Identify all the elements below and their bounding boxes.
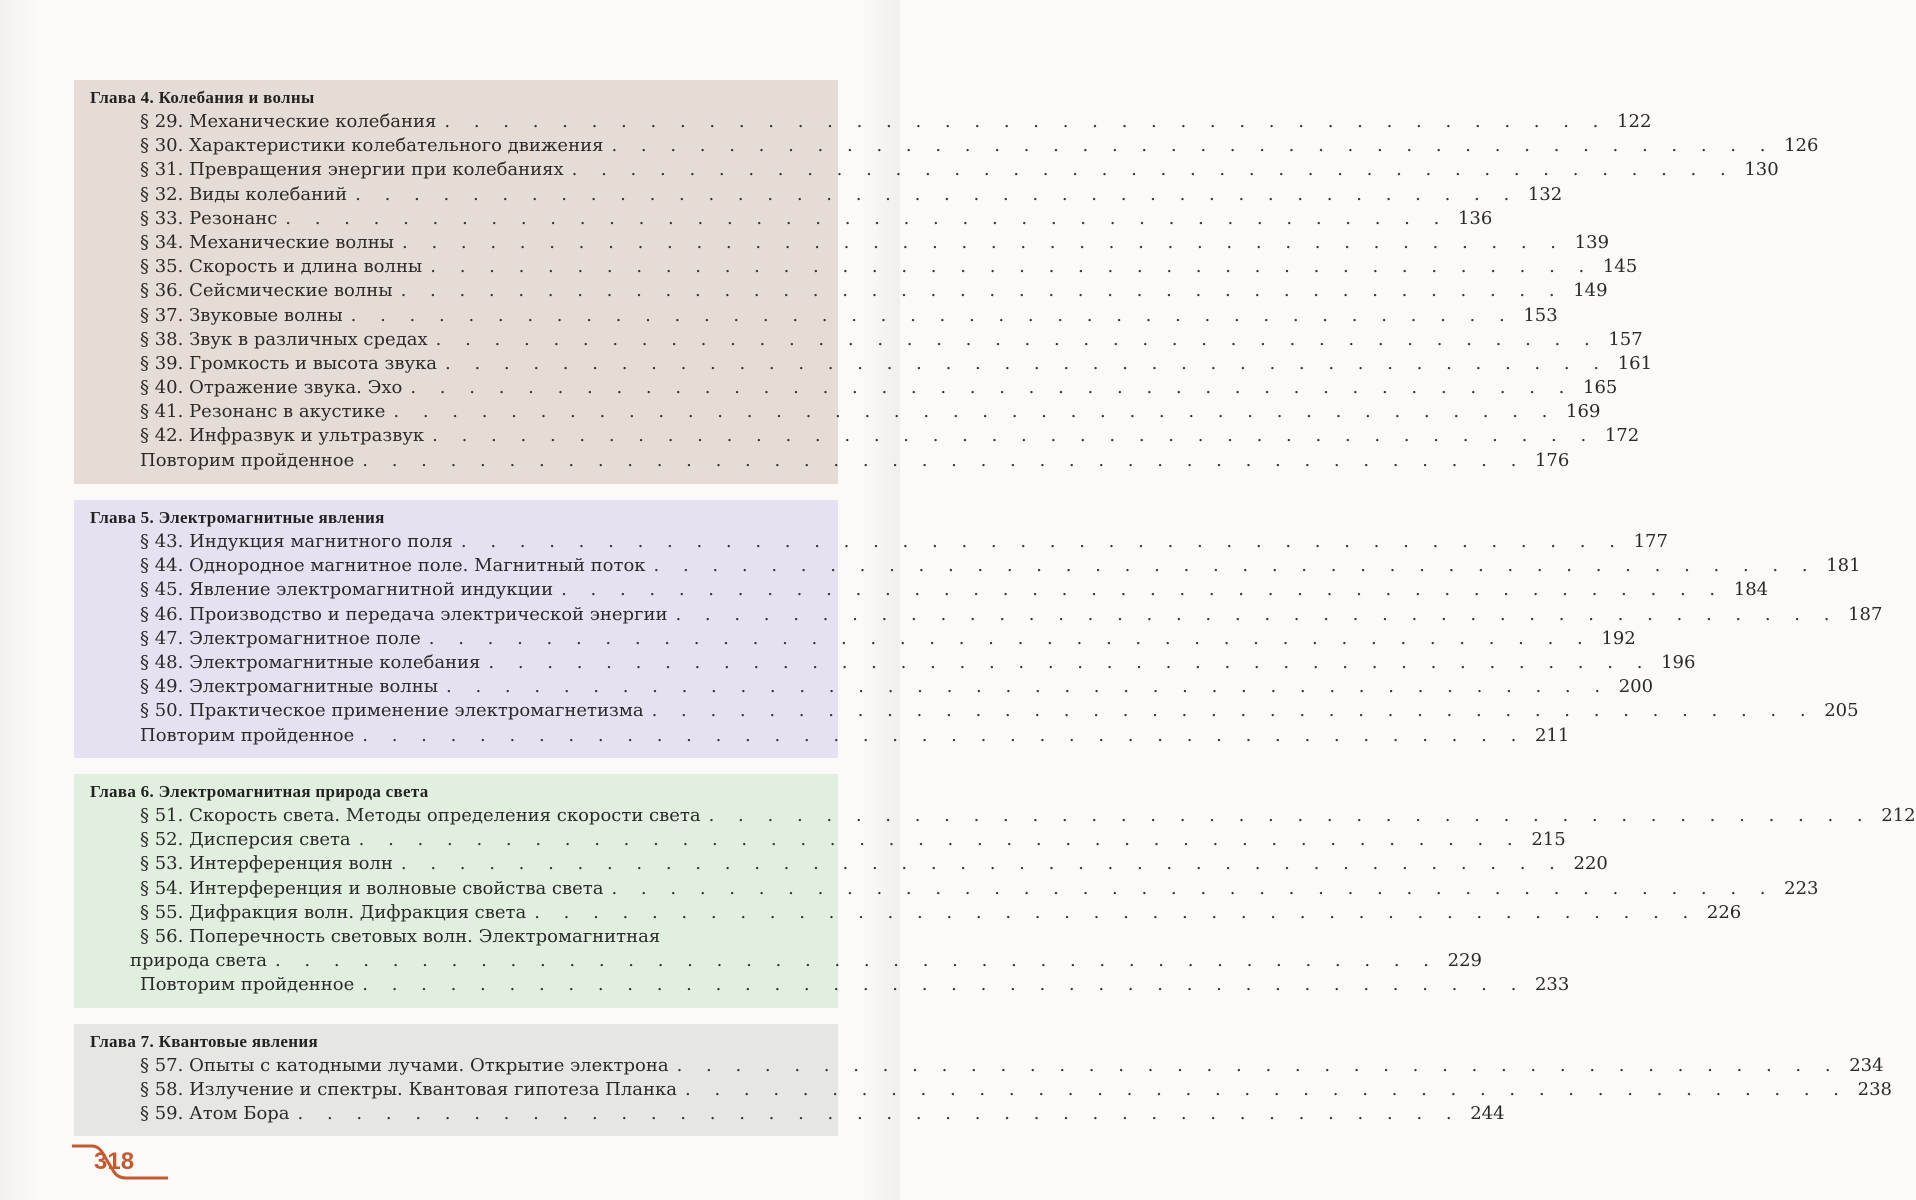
toc-entry-title: § 33. Резонанс: [140, 207, 278, 229]
toc-entry: [74, 804, 1916, 828]
toc-entry-page: 149: [1573, 280, 1608, 302]
toc-entry: [74, 449, 1570, 473]
toc-entry: [74, 651, 1696, 675]
toc-entry-page: 192: [1601, 627, 1636, 649]
dot-leader: . . . . . . . . . . . . . . . . . . . . . . . . . . . . . . . . . . . . . . . .: [653, 555, 1817, 577]
dot-leader: . . . . . . . . . . . . . . . . . . . . . . . . . . . . . . . . . . . . . . . .: [561, 579, 1725, 601]
toc-entry: [74, 304, 1558, 328]
toc-entry-title: § 57. Опыты с катодными лучами. Открытие электрона: [140, 1055, 669, 1076]
dot-leader: . . . . . . . . . . . . . . . . . . . . . . . . . . . . . . . . . . . . . . . .: [611, 877, 1775, 899]
dot-leader: . . . . . . . . . . . . . . . . . . . . . . . . . . . . . . . . . . . . . . . .: [410, 377, 1574, 399]
dot-leader: . . . . . . . . . . . . . . . . . . . . . . . . . . . . . . . . . . . . . . . .: [611, 135, 1775, 157]
toc-entry: [74, 328, 1643, 352]
toc-entry-page: 244: [1470, 1103, 1505, 1125]
dot-leader: . . . . . . . . . . . . . . . . . . . . . . . . . . . . . . . . . . . . . . . .: [362, 449, 1526, 471]
toc-entry: [74, 352, 1653, 376]
toc-entry: [74, 627, 1636, 651]
toc-entry-title: § 58. Излучение и спектры. Квантовая гипотеза Планка: [140, 1079, 677, 1101]
toc-entry: [74, 424, 1640, 448]
toc-entry: [74, 110, 1652, 134]
dot-leader: . . . . . . . . . . . . . . . . . . . . . . . . . . . . . . . . . . . . . . . .: [432, 425, 1596, 447]
toc-entry-title: § 54. Интерференция и волновые свойства света: [140, 877, 604, 899]
toc-entry-title: § 51. Скорость света. Методы определения скорости света: [140, 805, 701, 826]
toc-entry: [74, 1102, 1505, 1126]
toc-entry-title: природа света: [130, 950, 267, 972]
toc-entry-page: 145: [1602, 256, 1638, 278]
page-number: 318: [94, 1148, 135, 1175]
toc-entry: [74, 578, 1769, 602]
toc-entry: [74, 183, 1563, 207]
toc-entry-page: 157: [1608, 328, 1643, 350]
toc-entry-page: 172: [1604, 425, 1640, 447]
toc-entry-page: 132: [1527, 183, 1563, 205]
dot-leader: . . . . . . . . . . . . . . . . . . . . . . . . . . . . . . . . . . . . . . . .: [651, 700, 1815, 722]
toc-entry: [74, 925, 838, 949]
dot-leader: . . . . . . . . . . . . . . . . . . . . . . . . . . . . . . . . . . . . . . . .: [362, 724, 1526, 746]
toc-entry-title: § 37. Звуковые волны: [140, 304, 343, 326]
toc-entry-title: § 39. Громкость и высота звука: [140, 352, 438, 374]
dot-leader: . . . . . . . . . . . . . . . . . . . . . . . . . . . . . . . . . . . . . . . .: [445, 352, 1609, 374]
toc-entry-page: 220: [1573, 853, 1608, 875]
toc-entry: [74, 675, 1654, 699]
toc-entry: [74, 134, 1819, 158]
toc-entry: [74, 603, 1883, 627]
toc-entry-title: § 40. Отражение звука. Эхо: [140, 377, 403, 399]
toc-entry-page: 196: [1661, 651, 1696, 673]
toc-entry: [74, 376, 1618, 400]
toc-entry-title: Повторим пройденное: [140, 974, 355, 996]
toc-entry: [74, 1054, 1884, 1078]
toc-entry-page: 177: [1633, 531, 1668, 552]
toc-entry: [74, 1078, 1893, 1102]
chapter-5-block: [74, 500, 1883, 758]
toc-entry: [74, 973, 1570, 997]
toc-entry-title: § 44. Однородное магнитное поле. Магнитный поток: [140, 555, 646, 577]
dot-leader: . . . . . . . . . . . . . . . . . . . . . . . . . . . . . . . . . . . . . . . .: [676, 1055, 1840, 1076]
dot-leader: . . . . . . . . . . . . . . . . . . . . . . . . . . . . . . . . . . . . . . . .: [274, 950, 1438, 972]
toc-entry: [74, 530, 1668, 554]
toc-entry-title: § 29. Механические колебания: [140, 111, 437, 132]
dot-leader: . . . . . . . . . . . . . . . . . . . . . . . . . . . . . . . . . . . . . . . .: [444, 111, 1608, 132]
toc-entry: [74, 231, 1610, 255]
toc-entry-page: 233: [1534, 974, 1570, 996]
dot-leader: . . . . . . . . . . . . . . . . . . . . . . . . . . . . . . . . . . . . . . . .: [488, 651, 1652, 673]
toc-entry: [74, 255, 1638, 279]
toc-entry-page: 212: [1881, 805, 1916, 826]
toc-entry: [74, 158, 1779, 182]
dot-leader: . . . . . . . . . . . . . . . . . . . . . . . . . . . . . . . . . . . . . . . .: [400, 280, 1564, 302]
toc-entry-page: 184: [1733, 579, 1769, 601]
dot-leader: . . . . . . . . . . . . . . . . . . . . . . . . . . . . . . . . . . . . . . . .: [460, 531, 1624, 552]
toc-entry-page: 234: [1849, 1055, 1884, 1076]
toc-entry-title: § 34. Механические волны: [140, 231, 395, 253]
toc-entry-page: 122: [1617, 111, 1652, 132]
toc-entry-title: § 56. Поперечность световых волн. Электромагнитная: [140, 925, 661, 947]
dot-leader: . . . . . . . . . . . . . . . . . . . . . . . . . . . . . . . . . . . . . . . .: [446, 676, 1610, 698]
toc-entry-page: 130: [1744, 159, 1779, 181]
toc-entry: [74, 901, 1742, 925]
dot-leader: . . . . . . . . . . . . . . . . . . . . . . . . . . . . . . . . . . . . . . . .: [393, 401, 1557, 423]
toc-entry-page: 181: [1826, 555, 1861, 577]
dot-leader: . . . . . . . . . . . . . . . . . . . . . . . . . . . . . . . . . . . . . . . .: [708, 805, 1872, 826]
toc-entry-title: § 55. Дифракция волн. Дифракция света: [140, 901, 527, 923]
toc-entry-title: § 36. Сейсмические волны: [140, 280, 393, 302]
toc-entry-title: Повторим пройденное: [140, 724, 355, 746]
dot-leader: . . . . . . . . . . . . . . . . . . . . . . . . . . . . . . . . . . . . . . . .: [358, 829, 1522, 851]
chapter-4-block: [74, 80, 1819, 484]
dot-leader: . . . . . . . . . . . . . . . . . . . . . . . . . . . . . . . . . . . . . . . .: [297, 1103, 1461, 1125]
toc-entry-title: § 52. Дисперсия света: [140, 829, 351, 851]
chapter-7-block: [74, 1024, 1893, 1136]
toc-entry: [74, 207, 1493, 231]
chapter-title: Глава 4. Колебания и волны: [90, 88, 315, 107]
toc-entry-page: 176: [1534, 449, 1570, 471]
toc-entry-page: 238: [1857, 1079, 1893, 1101]
toc-entry-page: 126: [1784, 135, 1819, 157]
toc-entry-title: § 32. Виды колебаний: [140, 183, 348, 205]
toc-entry-page: 153: [1523, 304, 1558, 326]
toc-entry-title: Повторим пройденное: [140, 449, 355, 471]
toc-entry-title: § 31. Превращения энергии при колебаниях: [140, 159, 564, 181]
chapter-6-block: [74, 774, 1916, 1008]
toc-entry: [74, 554, 1861, 578]
toc-entry-page: 136: [1457, 207, 1493, 229]
toc-entry-page: 223: [1784, 877, 1819, 899]
toc-entry-page: 169: [1566, 401, 1601, 423]
toc-entry: [74, 699, 1859, 723]
toc-entry-title: § 45. Явление электромагнитной индукции: [140, 579, 554, 601]
toc-entry-page: 187: [1848, 603, 1883, 625]
toc-entry-page: 211: [1534, 724, 1570, 746]
chapter-title: Глава 5. Электромагнитные явления: [90, 508, 385, 527]
dot-leader: . . . . . . . . . . . . . . . . . . . . . . . . . . . . . . . . . . . . . . . .: [355, 183, 1519, 205]
toc-entry-title: § 38. Звук в различных средах: [140, 328, 428, 350]
toc-entry-title: § 41. Резонанс в акустике: [140, 401, 386, 423]
toc-entry: [74, 279, 1608, 303]
dot-leader: . . . . . . . . . . . . . . . . . . . . . . . . . . . . . . . . . . . . . . . .: [402, 231, 1566, 253]
toc-entry-title: § 47. Электромагнитное поле: [140, 627, 421, 649]
toc-entry: [74, 828, 1566, 852]
dot-leader: . . . . . . . . . . . . . . . . . . . . . . . . . . . . . . . . . . . . . . . .: [350, 304, 1514, 326]
toc-entry-title: § 42. Инфразвук и ультразвук: [140, 425, 425, 447]
dot-leader: . . . . . . . . . . . . . . . . . . . . . . . . . . . . . . . . . . . . . . . .: [571, 159, 1735, 181]
dot-leader: . . . . . . . . . . . . . . . . . . . . . . . . . . . . . . . . . . . . . . . .: [362, 974, 1526, 996]
dot-leader: . . . . . . . . . . . . . . . . . . . . . . . . . . . . . . . . . . . . . . . .: [675, 603, 1839, 625]
toc-entry-page: 165: [1583, 377, 1618, 399]
toc-entry: [74, 852, 1608, 876]
chapter-title: Глава 7. Квантовые явления: [90, 1032, 318, 1051]
toc-entry-title: § 48. Электромагнитные колебания: [140, 651, 481, 673]
toc-entry-title: § 50. Практическое применение электромагнетизма: [140, 700, 644, 722]
toc-entry: [74, 877, 1819, 901]
toc-entry-page: 200: [1618, 676, 1654, 698]
dot-leader: . . . . . . . . . . . . . . . . . . . . . . . . . . . . . . . . . . . . . . . .: [534, 901, 1698, 923]
toc-entry-title: § 35. Скорость и длина волны: [140, 256, 423, 278]
toc-entry-title: § 43. Индукция магнитного поля: [140, 531, 453, 552]
toc-entry-page: 226: [1706, 901, 1742, 923]
toc-entry-page: 215: [1531, 829, 1566, 851]
toc-entry-title: § 49. Электромагнитные волны: [140, 676, 439, 698]
toc-entry: [74, 949, 1482, 973]
dot-leader: . . . . . . . . . . . . . . . . . . . . . . . . . . . . . . . . . . . . . . . .: [428, 627, 1592, 649]
chapter-title: Глава 6. Электромагнитная природа света: [90, 782, 429, 801]
toc-entry-title: § 46. Производство и передача электрической энергии: [140, 603, 668, 625]
dot-leader: . . . . . . . . . . . . . . . . . . . . . . . . . . . . . . . . . . . . . . . .: [400, 853, 1564, 875]
toc-entry: [74, 400, 1601, 424]
toc-entry-title: § 59. Атом Бора: [140, 1103, 290, 1125]
toc-entry-page: 229: [1447, 950, 1482, 972]
dot-leader: . . . . . . . . . . . . . . . . . . . . . . . . . . . . . . . . . . . . . . . .: [430, 256, 1594, 278]
toc-entry-title: § 53. Интерференция волн: [140, 853, 393, 875]
toc-entry-page: 205: [1824, 700, 1859, 722]
dot-leader: . . . . . . . . . . . . . . . . . . . . . . . . . . . . . . . . . . . . . . . .: [685, 1079, 1849, 1101]
dot-leader: . . . . . . . . . . . . . . . . . . . . . . . . . . . . . . . . . . . . . . . .: [285, 207, 1449, 229]
toc-entry: [74, 724, 1570, 748]
toc-entry-page: 139: [1574, 231, 1610, 253]
toc-entry-title: § 30. Характеристики колебательного движения: [140, 135, 604, 157]
toc-entry-page: 161: [1617, 352, 1653, 374]
dot-leader: . . . . . . . . . . . . . . . . . . . . . . . . . . . . . . . . . . . . . . . .: [435, 328, 1599, 350]
